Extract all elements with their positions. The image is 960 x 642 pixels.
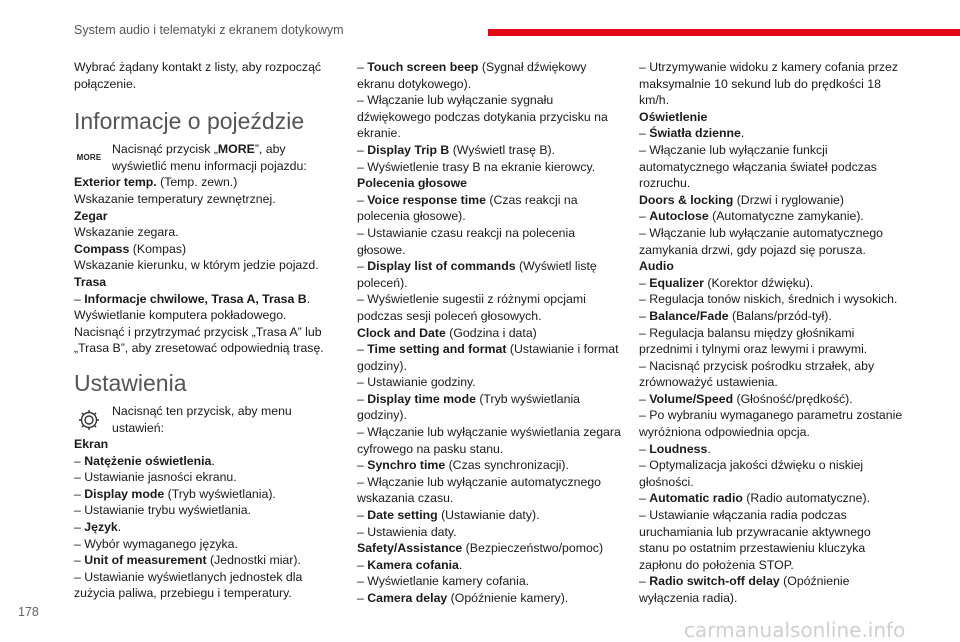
text-line: – Volume/Speed (Głośność/prędkość). (639, 391, 853, 406)
text-line: Trasa (74, 274, 107, 289)
text-line: – Display mode (Tryb wyświetlania). (74, 486, 276, 501)
text-line: godziny). (357, 358, 407, 373)
text-line: – Wyświetlanie kamery cofania. (357, 574, 530, 589)
text-line: – Display time mode (Tryb wyświetlania (357, 391, 581, 406)
text-line: – Wybór wymaganego języka. (74, 536, 238, 551)
running-header: System audio i telematyki z ekranem dotykowym (74, 23, 344, 37)
text-line: głosowe. (357, 242, 406, 257)
text-line: wyłączenia radia). (639, 591, 738, 605)
text-line: – Autoclose (Automatyczne zamykanie). (639, 209, 864, 224)
more-line-1: Nacisnąć przycisk „MORE”, aby (112, 142, 286, 157)
text-line: ekranu dotykowego). (357, 76, 472, 91)
page-number: 178 (18, 605, 39, 619)
text-line: – Włączanie lub wyłączanie automatycznego (639, 225, 884, 240)
text-line: – Time setting and format (Ustawianie i format (357, 342, 619, 357)
text-line: – Camera delay (Opóźnienie kamery). (357, 591, 569, 605)
text-line: Doors & locking (Drzwi i ryglowanie) (639, 192, 844, 207)
column-middle (357, 59, 619, 607)
settings-gear-icon (74, 406, 104, 434)
settings-line-1: Nacisnąć ten przycisk, aby menu (112, 403, 292, 418)
text-line: – Ustawianie godziny. (357, 375, 476, 390)
text-line: – Włączanie lub wyłączanie sygnału (357, 93, 554, 108)
text-line: – Ustawianie czasu reakcji na polecenia (357, 225, 576, 240)
text-line: – Equalizer (Korektor dźwięku). (639, 275, 814, 290)
text-line: rozruchu. (639, 176, 691, 191)
text-line: Safety/Assistance (Bezpieczeństwo/pomoc) (357, 541, 604, 556)
text-line: zużycia paliwa, przebiegu i temperatury. (74, 586, 292, 601)
settings-line-2: ustawień: (112, 420, 164, 435)
text-line: stanu po ostatnim przestawieniu kluczyka (639, 541, 866, 556)
more-instruction (74, 141, 336, 174)
intro-line-2: połączenie. (74, 76, 137, 91)
text-line: – Ustawianie jasności ekranu. (74, 470, 237, 485)
text-line: Wskazanie temperatury zewnętrznej. (74, 191, 276, 206)
text-line: zrównoważyć ustawienia. (639, 375, 778, 390)
text-line: wskazania czasu. (357, 491, 454, 506)
column-right (639, 59, 909, 607)
text-line: Audio (639, 259, 674, 274)
text-line: – Unit of measurement (Jednostki miar). (74, 553, 301, 568)
text-line: Clock and Date (Godzina i data) (357, 325, 537, 340)
text-line: cyfrowego na pasku stanu. (357, 441, 504, 456)
text-line: – Radio switch-off delay (Opóźnienie (639, 574, 850, 589)
text-line: ekranie. (357, 126, 401, 141)
column-left (74, 59, 336, 602)
settings-instruction (74, 403, 336, 436)
text-line: – Synchro time (Czas synchronizacji). (357, 458, 569, 473)
text-line: Polecenia głosowe (357, 176, 468, 191)
text-line: – Automatic radio (Radio automatyczne). (639, 491, 870, 506)
section-heading-vehicle-info: Informacje o pojeździe (74, 108, 305, 135)
text-line: – Display Trip B (Wyświetl trasę B). (357, 142, 556, 157)
text-line: – Informacje chwilowe, Trasa A, Trasa B. (74, 291, 311, 306)
text-line: – Nacisnąć przycisk pośrodku strzałek, aby (639, 358, 875, 373)
text-line: maksymalnie 10 sekund lub do prędkości 18 (639, 76, 881, 91)
text-line: dźwiękowego podczas dotykania przycisku na (357, 109, 608, 124)
text-line: Oświetlenie (639, 109, 708, 124)
text-line: głośności. (639, 474, 694, 489)
text-line: Wskazanie zegara. (74, 225, 179, 240)
text-line: zapłonu do położenia STOP. (639, 557, 794, 572)
text-line: podczas sesji poleceń głosowych. (357, 308, 542, 323)
intro-line-1: Wybrać żądany kontakt z listy, aby rozpocząć (74, 60, 322, 74)
text-line: Ekran (74, 437, 109, 452)
text-line: – Włączanie lub wyłączanie wyświetlania zegara (357, 425, 621, 440)
text-line: km/h. (639, 93, 670, 108)
more-line-2: wyświetlić menu informacji pojazdu: (112, 158, 307, 173)
text-line: wyróżniona odpowiednia opcja. (639, 425, 810, 440)
text-line: – Wyświetlenie sugestii z różnymi opcjami (357, 292, 586, 307)
text-line: – Po wybraniu wymaganego parametru zostanie (639, 408, 903, 423)
text-line: – Date setting (Ustawianie daty). (357, 508, 540, 523)
text-line: polecenia głosowe). (357, 209, 466, 224)
text-line: Wskazanie kierunku, w którym jedzie pojazd. (74, 258, 319, 273)
section-heading-settings: Ustawienia (74, 369, 187, 396)
watermark: carmanualsonline.info (684, 618, 906, 642)
text-line: – Światła dzienne. (639, 126, 745, 141)
text-line: – Język. (74, 520, 122, 535)
text-line: – Kamera cofania. (357, 557, 463, 572)
text-line: – Ustawianie trybu wyświetlania. (74, 503, 252, 518)
text-line: – Ustawianie wyświetlanych jednostek dla (74, 569, 303, 584)
text-line: – Ustawianie włączania radia podczas (639, 508, 847, 523)
text-line: poleceń). (357, 275, 408, 290)
text-line: godziny). (357, 408, 407, 423)
text-line: – Balance/Fade (Balans/przód-tył). (639, 308, 832, 323)
text-line: – Loudness. (639, 441, 711, 456)
text-line: – Display list of commands (Wyświetl listę (357, 259, 597, 274)
text-line: Exterior temp. (Temp. zewn.) (74, 175, 238, 190)
text-line: – Natężenie oświetlenia. (74, 453, 215, 468)
text-line: – Wyświetlenie trasy B na ekranie kierowcy. (357, 159, 596, 174)
text-line: Compass (Kompas) (74, 241, 187, 256)
text-line: zamykania drzwi, gdy pojazd się porusza. (639, 242, 866, 257)
text-line: Zegar (74, 208, 108, 223)
text-line: „Trasa B”, aby zresetować odpowiednią trasę. (74, 341, 324, 356)
more-button-icon (74, 144, 104, 172)
text-line: – Touch screen beep (Sygnał dźwiękowy (357, 60, 587, 74)
text-line: przednimi i tylnymi oraz lewymi i prawymi. (639, 342, 868, 357)
text-line: – Włączanie lub wyłączanie funkcji (639, 142, 828, 157)
text-line: – Voice response time (Czas reakcji na (357, 192, 578, 207)
header-accent-bar (488, 29, 960, 36)
more-icon-label: MORE (76, 152, 102, 162)
text-line: – Utrzymywanie widoku z kamery cofania przez (639, 60, 899, 74)
text-line: – Regulacja balansu między głośnikami (639, 325, 855, 340)
text-line: Wyświetlanie komputera pokładowego. (74, 308, 287, 323)
text-line: automatycznego włączania świateł podczas (639, 159, 877, 174)
text-line: – Regulacja tonów niskich, średnich i wysokich. (639, 292, 898, 307)
settings-blocks (74, 436, 336, 602)
text-line: – Ustawienia daty. (357, 524, 457, 539)
text-line: Nacisnąć i przytrzymać przycisk „Trasa A” lub (74, 324, 322, 339)
text-line: uruchamiania lub przywracanie aktywnego (639, 524, 871, 539)
vehicle-info-blocks (74, 174, 336, 357)
text-line: – Optymalizacja jakości dźwięku o niskiej (639, 458, 864, 473)
text-line: – Włączanie lub wyłączanie automatycznego (357, 474, 602, 489)
